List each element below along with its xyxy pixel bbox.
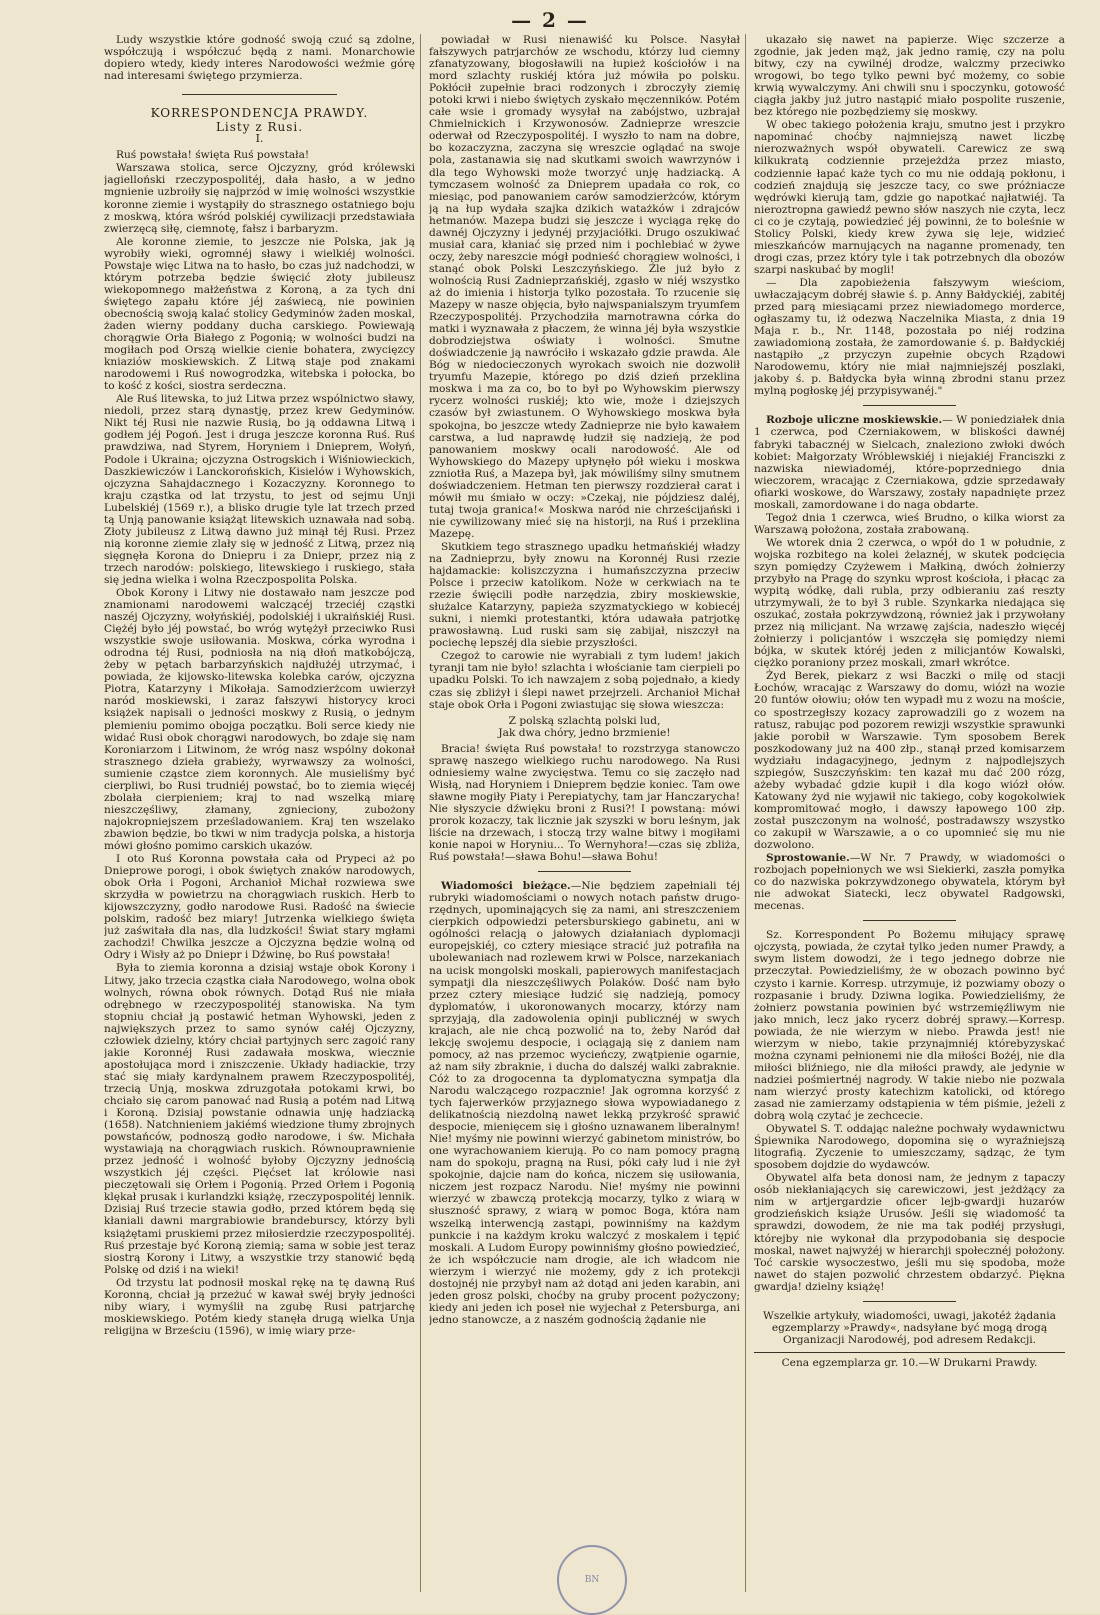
robberies-intro [754, 414, 1065, 510]
divider [863, 920, 956, 921]
columns [104, 34, 1070, 1592]
article-paragraph: W obec takiego położenia kraju, smutno jest i przykro napominać choćby najmniejszą nawet liczbę nierozważnych współ obywateli. Carewicz ze swą kilkukratą codziennie przejeżdża przez miasto, codziennie łapać każe tych co mu nie oddają pokłonu, i codzień znajdują się jeszcze tacy, co swe próżniacze wędrówki kierują tam, gdzie go napotkać najłatwiéj. Ta nieroztropna gawiedź pewno słów naszych nie czyta, lecz ci co je czytają, powiedzieć jéj powinni, że to boleśnie w Stolicy Polski, kiedy krew żywa się leje, widzieć mieszkańców marnujących na naganne promenady, ten drogi czas, przez który tyle i tak potrzebnych dla obozów szarpi naskubać by mogli! [754, 119, 1065, 276]
correction-text: —W Nr. 7 Prawdy, w wiadomości o rozbojach popełnionych we wsi Siekierki, zaszła pomyłka co do nazwiska pokrzywdzonego obywatela, którym był nie adwokat Siatecki, lecz obywatel Radgowski, mecenas. [754, 852, 1065, 913]
news-text: —Nie będziem zapełniali téj rubryki wiadomościami o nowych notach państw drugo-rzędnych, upominających się za nami, ani streszczeniem cierpkich odpowiedzi petersburskiego gabinetu, ani w ogólności relacją o jałowych działaniach dyplomacji europejskiéj, co cztery miesiące stracić już potrafiła na ubolewaniach nad rozlewem krwi w Polsce, narzekaniach na ucisk mongolski moskali, papierowych manifestacjach sympatji dla nieszczęśliwych Polaków. Dość nam było przez cztery miesiące łudzić się nadzieją, pomocy dyplomatów, i ukoronowanych mocarzy, którzy nam sprzyjają, dla zadowolenia opinji publicznéj w swych krajach, ale nie chcą pozwolić na to, żeby Naród dał lekcję swojemu despocie, i ociągają się z daniem nam pomocy, aż nas przemoc wycieńczy, zwątpienie ogarnie, aż nam siły zbraknie, i ducha do dalszéj walki zabraknie. Cóż to za drogocenna ta dyplomatyczna sympatja dla Narodu walczącego rozpacznie! Jak ogromna korzyść z tych fajerwerków przyjaznego słowa wypowiadanego z delikatnością niezdolną nawet lekką przykrość sprawić despocie, mienięcem się i głośno uznawanem liberalnym! Nie! myśmy nie powinni wierzyć gabinetom ministrów, bo one wyrachowaniem kierują. Po co nam pomocy pragną nam do spokoju, pragną na Rusi, póki cały lud i nie żył spokojnie, dajcie nam do końca, niczem się usiłowania, niczem jest rozpacz Narodu. Nie! myśmy nie powinni wierzyć w zbawczą protekcją mocarzy, tylko z wiarą w słuszność sprawy, z wiarą w pomoc Boga, która nam wszelką interwencją zastąpi, powinniśmy na każdym punkcie i na każdym kroku walczyć z moskalem i tępić moskali. A Ludom Europy powinniśmy głośno powiedzieć, że ich współczucie nam drogie, ale ich władcom nie wierzym i wierzyć nie możemy, gdy z ich protekcji dostojnéj nie przybył nam aż dotąd ani jeden karabin, ani jeden grosz polski, choćby na gruby procent pożyczony; kiedy ani jeden ich poseł nie wyjechał z Petersburga, ani jedno stanowcze, a z naszém godnością żądanie nie [429, 880, 740, 1326]
verse-quote [429, 715, 740, 739]
reply-item: Obywatel S. T. oddając należne pochwały wydawnictwu Śpiewnika Narodowego, dopomina się o wyraźniejszą litografią. Zyczenie to umieszczamy, sądząc, że tym sposobem dojdzie do wydawców. [754, 1123, 1065, 1172]
robberies-title: Rozboje uliczne moskiewskie. [766, 414, 943, 427]
robberies-text: — W poniedziałek dnia 1 czerwca, pod Czerniakowem, w bliskości dawnéj fabryki tabacznéj w Sielcach, znaleziono zwłoki dwóch kobiet: Małgorzaty Wróblewskiéj i niejakiéj Franciszki z nazwiska niewiadoméj, które-poprzedniego dnia wieczorem, wracając z Czerniakowa, gdzie sprzedawały ofiarki woskowe, do Warszawy, zostały napadnięte przez moskali, zamordowane i do naga obdarte. [754, 414, 1065, 511]
article-paragraph: — Dla zapobieżenia fałszywym wieściom, uwłaczającym dobréj sławie ś. p. Anny Bałdyckiéj, zabitéj przed parą miesiącami przez niewiadomego morderce, ogłaszamy tu, iż odezwą Naczelnika Miasta, z dnia 19 Maja r. b., Nr. 1148, pozostała po niéj rodzina zawiadomioną została, że zamordowanie ś. p. Bałdyckiéj nastąpiło „z przyczyn zupełnie obcych Rządowi Narodowemu, który nie miał najmniejszéj poszlaki, jakoby ś. p. Bałdycka była winną zbrodni stanu przez mylną pogłoskę jéj przypisywanéj." [754, 276, 1065, 398]
section-title: KORRESPONDENCJA PRAWDY. [150, 106, 369, 121]
article-paragraph: Była to ziemia koronna a dzisiaj wstaje obok Korony i Litwy, jako trzecia cząstka ciała Narodowego, wolna obok wolnych, równa obok równych. Dotąd Ruś nie miała odrębnego w rzeczypospolitéj stanowiska. Na tym stopniu chciał ją postawić hetman Wyhowski, jeden z największych przez to samo synów całéj Ojczyzny, człowiek dzielny, który chciał partyjnych serc zagoić rany jakie Koronnéj Rusi zadawała moskwa, wiecznie apostołująca mord i zniszczenie. Układy hadiackie, trzy stać się miały kardynalnem prawem Rzeczypospolitéj, trzecią Unją, moskwa zdruzgotała potokami krwi, bo chciało się carom panować nad Rusią a potém nad Litwą i Koroną. Dzisiaj powstanie odnawia unję hadziacką (1658). Natchnieniem jakiémś wiedzione tłumy zbrojnych powstańców, podnoszą godło narodowe, i św. Michała wystawiają na chorągwiach ruskich. Równouprawnienie przez jedność i wolność byłoby Ojczyzny jednością wszystkich jéj części. Pięćset lat królowie nasi pieczętowali się Orłem i Pogonią. Przed Orłem i Pogonią klękał prusak i kurlandzki książę, rzeczypospolitéj lennik. Dzisiaj Ruś trzecie stawia godło, przed którem będą się kłaniali dawni margrabiowie brandeburscy, którzy byli książętami pruskiemi przez miłosierdzie rzeczypospolitéj. Ruś przestaje być Koroną ziemią; sama w sobie jest teraz siostrą Korony i Litwy, a wszystkie trzy stanowić będą Polskę od dziś i na wieki! [104, 962, 415, 1276]
library-stamp: BN [557, 1545, 627, 1615]
reply-item: Obywatel alfa beta donosi nam, że jednym z tapaczy osób niekłaniających się carewiczowi, jest jeżdżący za nim w artjergardzie oficer lejb-gwardji huzarów grodzieńskich książe Urusów. Jeśli się wiadomość ta sprawdzi, dowodem, że nie ma tak podłéj przysługi, którejby nie wykonał dla przypodobania się despocie moskal, nawet najwyżéj w hierarchji społecznéj położony. Toć carskie wysoczestwo, jeśli mu się spodoba, może nawet do stajen pozwolić chrzestem obdarzyć. Piękna gwardja! dzielny książę! [754, 1172, 1065, 1293]
section-subtitle: Listy z Rusi. [215, 120, 304, 135]
robbery-item: We wtorek dnia 2 czerwca, o wpół do 1 w południe, z wojska rozbitego na kolei żelaznéj, w skutek podcięcia szyn pomiędzy Czyżewem i Małkiną, dwóch żołnierzy przybyło na Pragę do szynku wprost kościoła, i płacąc za wypitą wódkę, dali rubla, przy odbieraniu zaś reszty utrzymywali, że to był 3 ruble. Szynkarka niedająca się oszukać, została pokrzywdzoną, również jak i przywołany przez nią milicjant. Na wrzawę zajścia, nadeszło więcéj żołnierzy i policjantów i wszczęła się pomiędzy niemi bójka, w skutek któréj jeden z milicjantów Kowalski, ciężko poraniony przez moskali, zmarł wkrótce. [754, 536, 1065, 670]
divider [863, 1301, 956, 1302]
column-2 [429, 34, 746, 1592]
article-paragraph: Skutkiem tego strasznego upadku hetmańskiéj władzy na Zadnieprzu, były znowu na Koronnéj Rusi rzezie hajdamackie: koliszczyzna i humańszczyzna przeciw Polsce i przeciw katolikom. Noże w cerkwiach na te rzezie święcili podłe narzędzia, zbiry moskiewskie, służalce Katarzyny, papieża szyzmatyckiego w kobiecéj sukni, i niemki protestantki, która udawała patrjotkę prawosławną. Lud ruski sam się zabijał, niszczył na pociechę lepszéj dla siebie przyszłości. [429, 540, 740, 650]
column-3 [754, 34, 1070, 1592]
article-paragraph: Ale Ruś litewska, to już Litwa przez wspólnictwo sławy, niedoli, przez starą dynastję, przez krew Gedyminów. Nikt téj Rusi nie nazwie Rusią, bo ją oddawna Litwą i godłem jéj Pogoń. Jest i druga jeszcze koronna Ruś. Ruś prawdziwa, nad Styrem, Horyniem i Dnieprem, Wołyń, Podole i Ukraina; ojczyzna Ostrogskich i Wiśniowieckich, Daszkiewiczów i Lanckorońskich, Kisielów i Wyhowskich, ojczyzna Sahajdacznego i Kozaczyzny. Koronnego to kraju cząstka od lat trzystu, to jest od sejmu Unji Lubelskiéj (1569 r.), a blisko drugie tyle lat trzech przed tą Unją panowanie książąt litewskich uznawała nad sobą. Złoty jubileusz z Litwą dawno już minął téj Rusi. Przez nią koronne ziemie zlały się w jedność z Litwą, przez nią sięgnęła Korona do Dniepru i za Dniepr, przez nią z trzech narodów: polskiego, litewskiego i ruskiego, stała się jedna wielka i wolna Rzeczpospolita Polska. [104, 393, 415, 586]
article-paragraph: I oto Ruś Koronna powstała cała od Prypeci aż po Dnieprowe porogi, i obok świętych znaków narodowych, obok Orła i Pogoni, Archanioł Michał rozwiewa swe skrzydła w powietrzu na chorągwiach ruskich. Herb to kijowszczyzny, godło narodowe Rusi. Radość na świecie polskim, radość bez miary! Jutrzenka wielkiego święta już zaświtała dla nas, dla ludzkości! Świat stary mgłami zachodzi! Chwilka jeszcze a Ojczyzna będzie wolną od Odry i Wisły aż po Dniepr i Dźwinę, bo Ruś powstała! [104, 853, 415, 962]
article-paragraph: powiadał w Rusi nienawiść ku Polsce. Nasyłał fałszywych patrjarchów ze wschodu, którzy lud ciemny zfanatyzowany, błogosławili na łupież kościołów i na mord szlachty ruskiéj która już mówiła po polsku. Pokłócił zupełnie braci rodzonych i zbroczyły ziemię potoki krwi i niebo świętych zyskało męczenników. Potém całe wsie i gromady wysyłał na zabójstwo, uzbrajał Chmielnickich i Krzywonosów. Zadnieprze wreszcie oderwał od Rzeczypospolitéj. I wyszło to nam na dobre, bo kozaczyzna, zaczyna się wreszcie oglądać na swoje pola, zastanawia się nad skutkami swoich wawrzynów i dla tego Wyhowski może tworzyć unję hadziacką. A tymczasem wolność za Dnieprem upadała co rok, co miesiąc, pod panowaniem carów samodzierżców, którym ją na łup wydała szajka dzikich watażków i zdrajców hetmanów. Mazepa budzi się jeszcze i wyciąga rękę do dawnéj Ojczyzny i jedynéj przyjaciółki. Drugo oszukiwać musiał cara, kłaniać się przed nim i pochlebiać w żywe oczy, żeby nareszcie mógł podnieść chorągiew wolności, i stanąć obok Polski Leszczyńskiego. Źle już było z wolnością Rusi Zadnieprzańskiéj, zgasło w niéj wszystko aż do imienia i historja tylko pozostała. To rzucenie się Mazepy w nasze objęcia, było najwspanialszym tryumfem Rzeczypospolitéj. Przychodziła marnotrawna córka do matki i wyznawała z płaczem, że winna jéj była wszystkie dobrodziejstwa oświaty i wolności. Smutne doświadczenie ją nawróciło i wskazało gdzie prawda. Ale Bóg w niedocieczonych wyrokach swoich nie dozwolił tryumfu Mazepie, którego po dziś dzień przeklina moskwa i ma za co, bo to był po Wyhowskim pierwszy rycerz wolności ruskiéj; kto wie, może i dziejszych czasów był zwiastunem. O Wyhowskiego moskwa była spokojna, bo jeszcze wtedy Zadnieprze nie było kawałem carstwa, a lud naprawdę łudził się nadzieją, że pod panowaniem moskwy ocali narodowość. Ale od Wyhowskiego do Mazepy upłynęło pół wieku i moskwa zzniotła Ruś, a Mazepa był, jak mówiliśmy silny smutnem doświadczeniem. Hetman ten pierwszy rozdzierał carat i mówił mu śmiało w oczy: »Czekaj, nie pójdziesz daléj, tutaj twoja granica!« Moskwa naród nie chrześcijański i nie cywilizowany mieć się na historji, na Ruś i przeklina Mazepę. [429, 34, 740, 540]
news-section [429, 880, 740, 1326]
article-paragraph: Obok Korony i Litwy nie dostawało nam jeszcze pod znamionami narodowemi walczącéj trzeciéj cząstki naszéj Ojczyzny, wołyńskiéj, podolskiéj i ukraińskiéj Rusi. Ciężéj było jéj powstać, bo wróg wytężył przeciwko Rusi wszystkie swoje usiłowania. Moskwa, córka wyrodna i odrodna téj Rusi, podniosła na nią dłoń matkobójczą, żeby w pętach barbarzyńskich najdłużéj utrzymać, i powiada, że kijowsko-litewska kolebka carów, ojczyzna Piotra, Katarzyny i Mikołaja. Samodzierżcom uwierzył naród moskiewski, i zaraz fałszywi historycy kroci książek napisali o jedności moskwy z Rusią, o jednym plemieniu pomimo obojga początku. Boli serce kiedy nie widać Rusi obok chorągwi narodowych, bo zdaje się nam Koroniarzom i Litwinom, że wróg nasz wspólny dokonał strasznego dzieła grabieży, wyrwawszy za wolności, sumienie cząstce ziem koronnych. Ale musieliśmy być cierpliwi, bo Rusi trudniéj powstać, bo to ziemia więcéj zbolała cierpieniem; kraj to nad wszelką miarę nieszczęśliwy, złamany, zgnieciony, zubożony najokropniejszem prześladowaniem. Kraj ten wszelako zbawion będzie, bo tkwi w nim tradycja polska, a historja mówi głośno pomimo carskich ukazów. [104, 587, 415, 852]
article-continuation [754, 34, 1065, 397]
news-title: Wiadomości bieżące. [441, 880, 571, 893]
article-paragraph: Od trzystu lat podnosił moskal rękę na tę dawną Ruś Koronną, chciał ją przeżuć w kawał swéj bryły jedności niby wiary, i wymyślił na zgubę Rusi patrjarchę moskiewskiego. Potém kiedy stanęła drugą wielka Unja religijna w Brześciu (1596), w imię wiary prze- [104, 1276, 415, 1337]
article-paragraph: Czegoż to carowie nie wyrabiali z tym ludem! jakich tyranji tam nie było! szlachta i włościanie tam cierpieli po upadku Polski. To ich nawzajem z sobą pojednało, a kiedy czas się zbliżył i ślepi nawet przejrzeli. Archanioł Michał staje obok Orła i Pogoni zwiastując się słowa wieszcza: [429, 650, 740, 711]
reply-item: Sz. Korrespondent Po Bożemu miłujący sprawę ojczystą, powiada, że czytał tylko jeden numer Prawdy, a swym listem dowodzi, że i tego jednego dobrze nie przeczytał. Powiedzieliśmy, że w obozach powinno być czysto i karnie. Korresp. utrzymuje, iż pozwiamy obozy o rozpasanie i brudy. Dziwna logika. Powiedzieliśmy, że żołnierz powstania powinien być wstrzemięźliwym nie jako mnich, lecz jako rycerz dobréj sprawy.—Korresp. powiada, że nie wierzym w niebo. Prawda jest! nie wierzym w niebo, takie przynajmniéj którebyzyskać można czynami pełnionemi nie dla miłości Bożéj, nie dla miłości bliźniego, nie dla miłości prawdy, ale jedynie w nadziei pośmiertnéj nagrody. W takie niebo nie pozwala nam wierzyć prosty katechizm katolicki, od którego zasad nie zamierzamy odstąpienia w tém piśmie, jeżeli z dobrą wolą czytać je zechcecie. [754, 929, 1065, 1123]
section-number: I. [255, 132, 264, 146]
divider [863, 405, 956, 406]
divider [538, 871, 631, 872]
robbery-item: Tegoż dnia 1 czerwca, wieś Brudno, o kilka wiorst za Warszawą położona, została zrabowaną. [754, 511, 1065, 536]
article-paragraph: Ruś powstała! święta Ruś powstała! [116, 149, 310, 162]
robbery-item: Żyd Berek, piekarz z wsi Baczki o milę od stacji Łochów, wracając z Warszawy do domu, wiózł na wozie 20 funtów ołowiu; ołów ten wypadł mu z wozu na moście, co spostrzegłszy kozacy zaprowadzili go z wozem na ratusz, rabując pod pozorem rewizji wszystkie sprawunki jakie porobił w Warszawie. Tym sposobem Berek poszkodowany już na 400 złp., stanął przed komisarzem wydziału indagacyjnego, jednym z najpodlejszych szpiegów, Suszczyńskim: ten kazał mu dać 200 rózg, ażeby wybadać gdzie kupił i dla kogo wiózł ołów. Katowany żyd nie wyjawił nic takiego, coby kogokolwiek kompromitować mogło, i dawszy łapowego 100 złp. został puszczonym na wolność, postradawszy wszystko co zakupił w Warszawie, a o co upomnieć się mu nie dozwolono. [754, 670, 1065, 852]
column-1 [104, 34, 421, 1592]
epigraph: Ludy wszystkie które godność swoją czuć są zdolne, współczują i współczuć będą z nami. Monarchowie dopiero wtedy, kiedy interes Narodowości weźmie górę nad interesami świętego przymierza. [104, 34, 415, 83]
article-body [104, 149, 415, 1337]
page-number: — 2 — [511, 8, 589, 32]
article-paragraph: ukazało się nawet na papierze. Więc szczerze a zgodnie, jak jeden mąż, jak jedno ramię, czy na polu bitwy, czy na cywilnéj drodze, walczmy przeciwko wrogowi, bo tego tylko pewni być możemy, co sobie krwią wywalczymy. Ani chwili snu i spoczynku, gotowość ciągła jakby już jutro nastąpić miało pospolite ruszenie, bez którego nie pozbędziemy się moskwy. [754, 34, 1065, 119]
verse-line: Z polską szlachtą polski lud, [508, 714, 661, 727]
verse-line: Jak dwa chóry, jedno brzmienie! [498, 726, 671, 739]
article-paragraph: Warszawa stolica, serce Ojczyzny, gród królewski jagielloński rzeczypospolitéj, dała hasło, a w jedno mgnienie uzbroiły się najprzód w imię wolności wszystkie koronne ziemie i wystąpiły do strasznego ostatniego boju z moskwą, która wśród polskiéj cywilizacji przedstawiała zwierzęcą siłę, ciemnotę, fałsz i barbaryzm. [104, 162, 415, 235]
article-paragraph: Ale koronne ziemie, to jeszcze nie Polska, jak ją wyrobiły wieki, ogromnéj sławy i wielkiéj wolności. Powstaje więc Litwa na to hasło, bo czas już nadchodzi, w którym potrzeba będzie święcić złoty jubileusz wiekopomnego małżeństwa z Koroną, a za tych dni świętego zapału które jéj zaświecą, nie powinien obecnością swoją kalać stolicy Gedyminów żaden moskal, żaden wierny poddany ducha carskiego. Powiewają chorągwie Orła Białego z Pogonią; w wolności budzi na mogiłach pod Orszą wielkie cienie bohatera, zwycięzcy kniaziów moskiewskich. Z Litwą staje pod znakami narodowemi i Ruś nowogrodzka, witebska i połocka, bo to kość z kości, siostra serdeczna. [104, 235, 415, 393]
submission-notice: Wszelkie artykuły, wiadomości, uwagi, jakotéż żądania egzemplarzy »Prawdy«, nadsyłane być mogą drogą Organizacji Narodowéj, pod adresem Redakcji. [763, 1309, 1056, 1346]
correction-title: Sprostowanie. [766, 852, 850, 865]
correction [754, 852, 1065, 912]
article-continuation [429, 34, 740, 711]
article-paragraph: Bracia! święta Ruś powstała! to rozstrzyga stanowczo sprawę naszego wielkiego ruchu narodowego. Na Rusi odniesiemy walne zwycięstwa. Temu co się zaczęło nad Wisłą, nad Horyniem i Dnieprem będzie koniec. Tam owe sławne mogiły Piaty i Perepiatychy, tam jar Hanczarycha! Nie słyszycie dźwięku broni z Rusi?! I powstaną: mówi prorok kozaczy, tak licznie jak szyszki w boru leśnym, jak liście na drzewach, i stoczą trzy walne bitwy i mogiłami konie napoi w Horyniu... To Wernyhora!—czas się zbliża, Ruś powstała!—sława Bohu!—sława Bohu! [429, 742, 740, 864]
divider [182, 94, 338, 95]
price-line: Cena egzemplarza gr. 10.—W Drukarni Prawdy. [754, 1352, 1065, 1369]
article-ending [429, 743, 740, 863]
